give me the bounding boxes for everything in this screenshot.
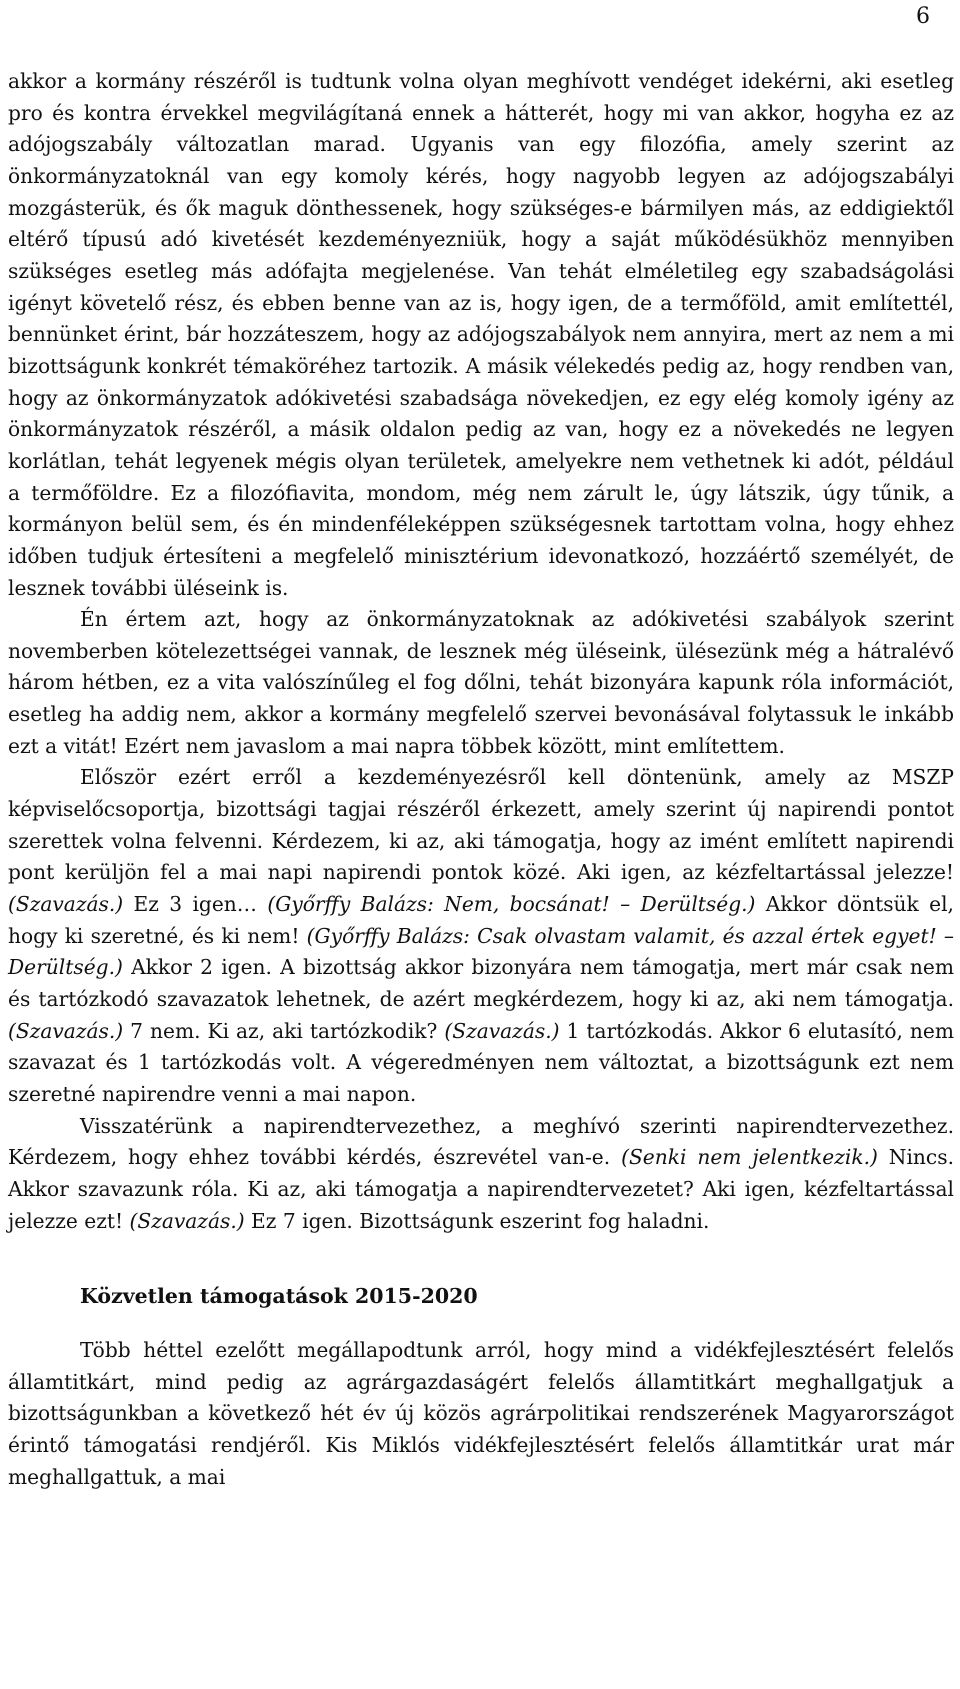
text-segment: Először ezért erről a kezdeményezésről kell döntenünk, amely az MSZP képviselőcsoportja, bizottsági tagjai részéről érkezett, amely szerint új napirendi pontot szerettek volna felvenni. Kérdezem, ki az, aki támogatja, hogy az imént említett napirendi pont kerüljön fel a mai napi napirendi pontok közé. Aki igen, az kézfeltartással jelezze! xyxy=(8,765,954,885)
text-segment: Én értem azt, hogy az önkormányzatoknak az adókivetési szabályok szerint novemberben kötelezettségei vannak, de lesznek még üléseink, ülésezünk még a hátralévő három hétben, ez a vita valószínűleg el fog dőlni, tehát bizonyára kapunk róla információt, esetleg ha addig nem, akkor a kormány megfelelő szervei bevonásával folytassuk le inkább ezt a vitát! Ezért nem javaslom a mai napra többek között, mint említettem. xyxy=(8,607,954,758)
closing-paragraph-container xyxy=(8,1335,954,1493)
paragraph xyxy=(8,762,954,1110)
italic-remark: (Senki nem jelentkezik.) xyxy=(621,1145,878,1170)
text-segment: 1 tartózkodás. Akkor 6 elutasító, nem szavazat és 1 tartózkodás volt. A végeredményen nem változtat, a bizottságunk ezt nem szeretné napirendre venni a mai napon. xyxy=(8,1018,954,1106)
text-segment: akkor a kormány részéről is tudtunk volna olyan meghívott vendéget idekérni, aki esetleg pro és kontra érvekkel megvilágítaná ennek a hátterét, hogy mi van akkor, hogyha ez az adójogszabály változatlan marad. Ugyanis van egy filozófia, amely szerint az önkormányzatoknál van egy komoly kérés, hogy nagyobb legyen az adójogszabályi mozgásterük, és ők maguk dönthessenek, hogy szükséges-e bármilyen más, az eddigiektől eltérő típusú adó kivetését kezdeményezniük, hogy a saját működésükhöz mennyiben szükséges esetleg más adófajta megjelenése. Van tehát elméletileg egy szabadságolási igényt követelő rész, és ebben benne van az is, hogy igen, de a termőföld, amit említettél, bennünket érint, bár hozzáteszem, hogy az adójogszabályok nem annyira, mert az nem a mi bizottságunk konkrét témaköréhez tartozik. A másik vélekedés pedig az, hogy rendben van, hogy az önkormányzatok adókivetési szabadsága növekedjen, ez egy elég komoly igény az önkormányzatok részéről, a másik oldalon pedig az van, hogy ez a növekedés ne legyen korlátlan, tehát legyenek mégis olyan területek, amelyekre nem vethetnek ki adót, például a termőföldre. Ez a filozófiavita, mondom, még nem zárult le, úgy látszik, úgy tűnik, a kormányon belül sem, és én mindenféleképpen szükségesnek tartottam volna, hogy ehhez időben tudjuk értesíteni a megfelelő minisztérium idevonatkozó, hozzáértő személyét, de lesznek további üléseink is. xyxy=(8,69,954,600)
text-segment: Több héttel ezelőtt megállapodtunk arról, hogy mind a vidékfejlesztésért felelős államtitkárt, mind pedig az agrárgazdaságért felelős államtitkárt meghallgatjuk a bizottságunkban a következő hét év új közös agrárpolitikai rendszerének Magyarországot érintő támogatási rendjéről. Kis Miklós vidékfejlesztésért felelős államtitkár urat már meghallgattuk, a mai xyxy=(8,1337,954,1489)
paragraph xyxy=(8,1335,954,1493)
italic-remark: (Győrffy Balázs: Csak olvastam valamit, és azzal értek egyet! – Derültség.) xyxy=(8,923,954,980)
italic-remark: (Szavazás.) xyxy=(8,1018,124,1043)
text-segment: 7 nem. Ki az, aki tartózkodik? xyxy=(123,1018,445,1043)
italic-remark: (Győrffy Balázs: Nem, bocsánat! – Derültség.) xyxy=(267,892,756,917)
italic-remark: (Szavazás.) xyxy=(8,892,124,917)
italic-remark: (Szavazás.) xyxy=(129,1208,245,1233)
text-segment: Ez 7 igen. Bizottságunk eszerint fog haladni. xyxy=(244,1208,710,1233)
section-heading: Közvetlen támogatások 2015-2020 xyxy=(80,1284,478,1309)
page-number: 6 xyxy=(916,4,930,29)
paragraph xyxy=(8,1111,954,1238)
text-segment: Akkor döntsük el, hogy ki szeretné, és ki nem! xyxy=(8,892,954,948)
text-segment: Visszatérünk a napirendtervezethez, a meghívó szerinti napirendtervezethez. Kérdezem, hogy ehhez további kérdés, észrevétel van-e. xyxy=(8,1113,954,1170)
paragraph xyxy=(8,66,954,604)
text-segment: Nincs. Akkor szavazunk róla. Ki az, aki támogatja a napirendtervezetet? Aki igen, kézfeltartással jelezze ezt! xyxy=(8,1145,955,1233)
paragraph xyxy=(8,604,954,762)
italic-remark: (Szavazás.) xyxy=(444,1018,560,1043)
paragraph-list xyxy=(8,66,954,1237)
document-body xyxy=(8,66,954,1493)
text-segment: Ez 3 igen… xyxy=(123,892,268,917)
text-segment: Akkor 2 igen. A bizottság akkor bizonyára nem támogatja, mert már csak nem és tartózkodó szavazatok lehetnek, de azért megkérdezem, hogy ki az, aki nem támogatja. xyxy=(8,955,954,1012)
